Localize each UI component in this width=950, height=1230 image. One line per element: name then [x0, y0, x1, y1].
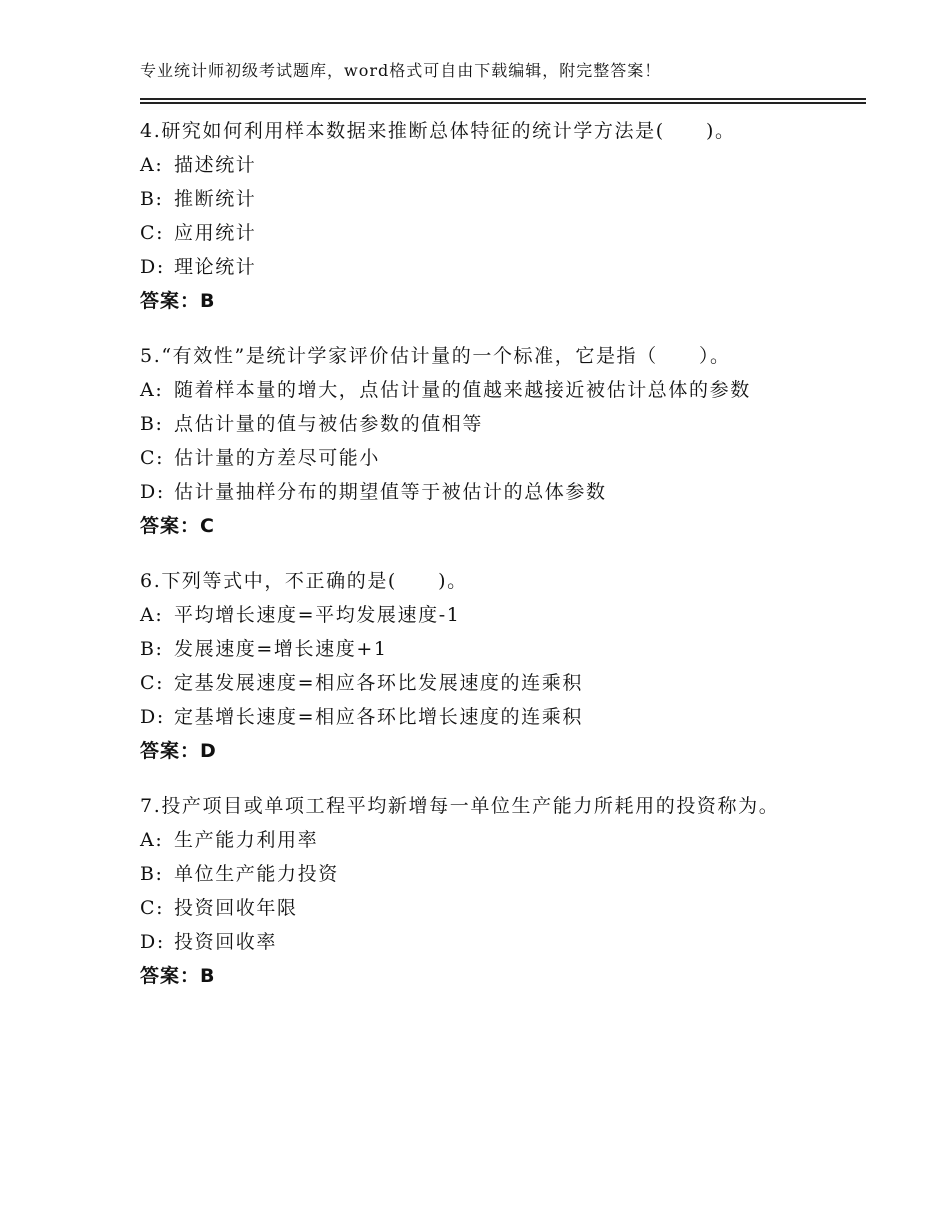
answer-value: D: [200, 740, 217, 762]
answer-label: 答案：: [140, 515, 201, 537]
header-rule-top: [140, 98, 866, 100]
question-stem: 5.“有效性”是统计学家评价估计量的一个标准，它是指（ ）。: [140, 345, 731, 367]
option-d: [140, 250, 800, 284]
option-a: [140, 148, 800, 182]
answer-label: 答案：: [140, 965, 201, 987]
option-text: 定基发展速度=相应各环比发展速度的连乘积: [174, 672, 583, 694]
option-text: 定基增长速度=相应各环比增长速度的连乘积: [174, 706, 583, 728]
option-letter: C:: [140, 222, 165, 244]
option-text: 平均增长速度=平均发展速度-1: [174, 604, 461, 626]
question-stem: 4.研究如何利用样本数据来推断总体特征的统计学方法是( )。: [140, 120, 736, 142]
option-text: 点估计量的值与被估参数的值相等: [174, 413, 484, 435]
option-letter: B:: [140, 863, 164, 885]
option-letter: C:: [140, 447, 165, 469]
option-b: [140, 182, 800, 216]
answer-value: B: [200, 965, 216, 987]
option-letter: D:: [140, 931, 165, 953]
option-text: 单位生产能力投资: [174, 863, 339, 885]
option-letter: B:: [140, 188, 164, 210]
answer-line: [140, 509, 800, 543]
option-text: 发展速度=增长速度+1: [174, 638, 388, 660]
header-rule-bottom: [140, 102, 866, 104]
answer-value: C: [200, 515, 215, 537]
option-a: [140, 823, 800, 857]
option-text: 生产能力利用率: [174, 829, 319, 851]
option-letter: B:: [140, 413, 164, 435]
option-d: [140, 925, 800, 959]
answer-label: 答案：: [140, 740, 201, 762]
option-letter: D:: [140, 256, 165, 278]
option-c: [140, 216, 800, 250]
option-c: [140, 441, 800, 475]
option-text: 推断统计: [174, 188, 257, 210]
option-b: [140, 407, 800, 441]
option-b: [140, 857, 800, 891]
option-text: 理论统计: [174, 256, 257, 278]
option-c: [140, 666, 800, 700]
option-text: 随着样本量的增大，点估计量的值越来越接近被估计总体的参数: [174, 379, 751, 401]
answer-line: [140, 734, 800, 768]
document-header: 专业统计师初级考试题库，word格式可自由下载编辑，附完整答案！: [140, 61, 662, 80]
option-text: 估计量的方差尽可能小: [174, 447, 381, 469]
option-text: 投资回收年限: [174, 897, 298, 919]
question-4: [140, 115, 800, 318]
option-letter: B:: [140, 638, 164, 660]
option-text: 描述统计: [174, 154, 257, 176]
option-text: 投资回收率: [174, 931, 278, 953]
answer-line: [140, 284, 800, 318]
option-d: [140, 475, 800, 509]
option-letter: D:: [140, 481, 165, 503]
question-6: [140, 565, 800, 768]
option-letter: C:: [140, 897, 165, 919]
option-a: [140, 373, 800, 407]
answer-value: B: [200, 290, 216, 312]
option-letter: C:: [140, 672, 165, 694]
option-d: [140, 700, 800, 734]
answer-line: [140, 959, 800, 993]
option-letter: A:: [140, 154, 164, 176]
option-c: [140, 891, 800, 925]
option-a: [140, 598, 800, 632]
option-letter: A:: [140, 829, 164, 851]
question-stem: 6.下列等式中，不正确的是( )。: [140, 570, 468, 592]
option-letter: A:: [140, 604, 164, 626]
option-letter: D:: [140, 706, 165, 728]
answer-label: 答案：: [140, 290, 201, 312]
option-text: 应用统计: [174, 222, 257, 244]
question-stem: 7.投产项目或单项工程平均新增每一单位生产能力所耗用的投资称为。: [140, 795, 780, 817]
option-text: 估计量抽样分布的期望值等于被估计的总体参数: [174, 481, 607, 503]
option-b: [140, 632, 800, 666]
question-list: [140, 115, 800, 1015]
question-7: [140, 790, 800, 993]
question-5: [140, 340, 800, 543]
option-letter: A:: [140, 379, 164, 401]
